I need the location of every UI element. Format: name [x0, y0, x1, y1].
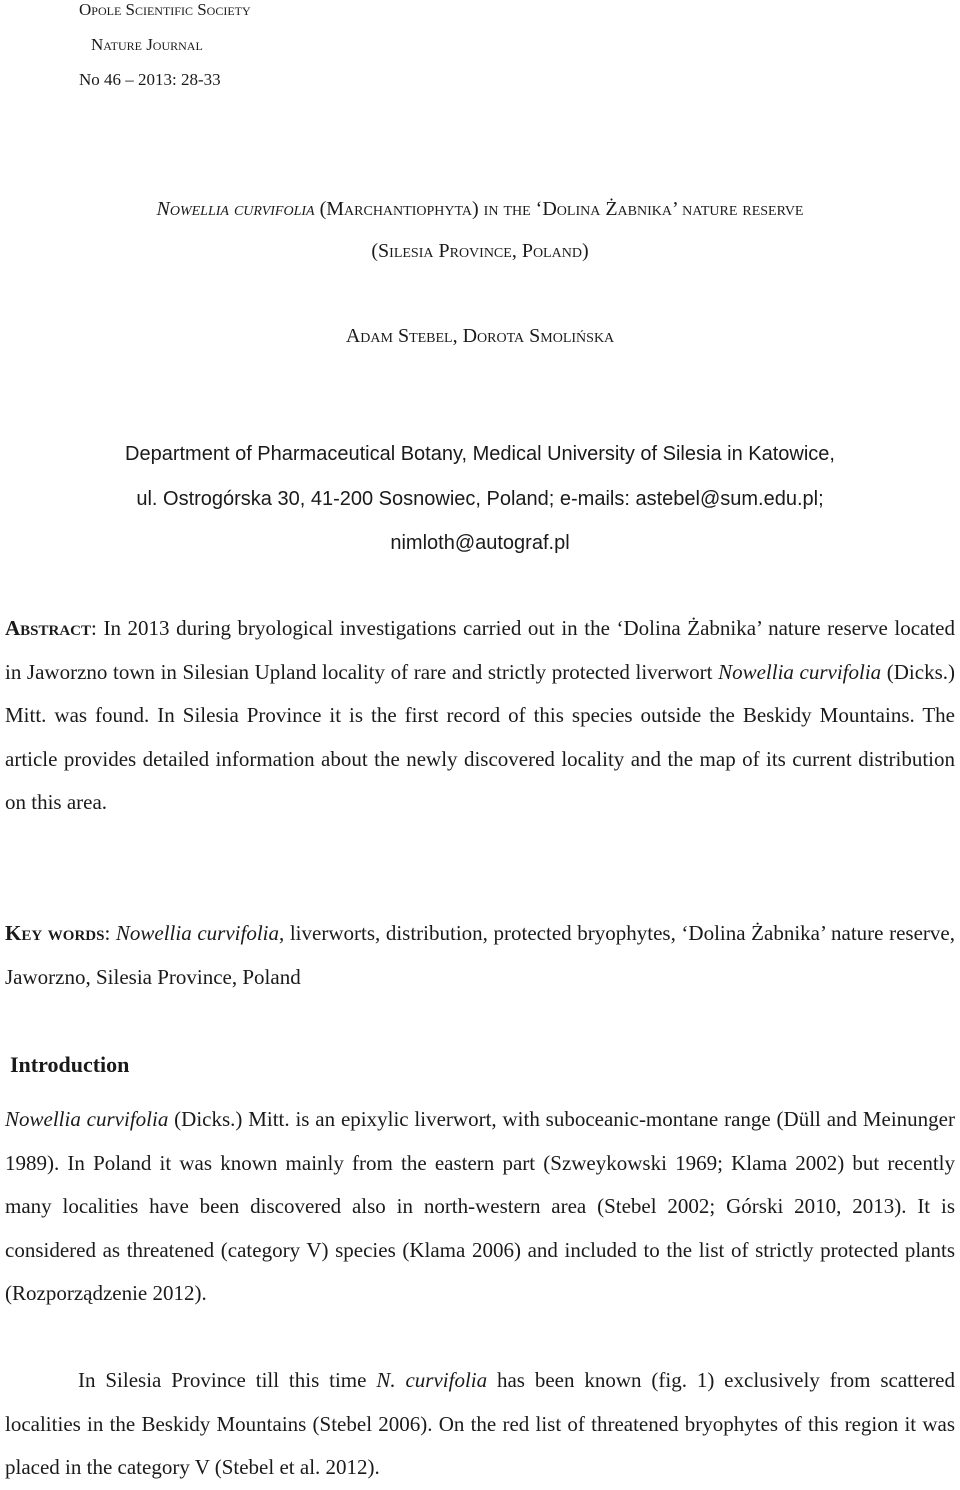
intro-p2-species: N. curvifolia [376, 1368, 488, 1392]
intro-p2-a: In Silesia Province till this time [78, 1368, 377, 1392]
abstract-label: Abstract [5, 616, 92, 640]
journal-name: Nature Journal [91, 35, 203, 54]
authors: Adam Stebel, Dorota Smolińska [345, 325, 615, 347]
keywords-text: , liverworts, distribution, protected bryophytes, ‘Dolina Żabnika’ nature reserve, Jaworzno, Silesia Province, Poland [5, 921, 955, 989]
affiliation-line3: nimloth@autograf.pl [390, 532, 570, 554]
title-line1-rest: (Marchantiophyta) in the ‘Dolina Żabnika’ nature reserve [314, 198, 804, 220]
introduction-paragraph-1 [5, 1098, 955, 1316]
title-species: Nowellia curvifolia [156, 198, 315, 220]
introduction-heading: Introduction [10, 1052, 130, 1077]
intro-species: Nowellia curvifolia [5, 1107, 169, 1131]
journal-issue: No 46 – 2013: 28-33 [79, 70, 221, 89]
introduction-paragraph-2 [5, 1359, 955, 1490]
keywords-species: Nowellia curvifolia [115, 921, 279, 945]
keywords-colon: : [104, 921, 116, 945]
article-title-line1 [5, 196, 955, 222]
affiliation-line2: ul. Ostrogórska 30, 41-200 Sosnowiec, Poland; e-mails: astebel@sum.edu.pl; [136, 488, 824, 510]
abstract-species: Nowellia curvifolia [718, 659, 882, 684]
abstract [5, 607, 955, 825]
intro-p2-b: has been known (fig. 1) exclusively from scattered localities in the Beskidy Mountains (Stebel 2006). On the red list of threatened bryophytes of this region it was placed in the category V (Stebel et al. 2012). [5, 1368, 955, 1479]
intro-p1-text: (Dicks.) Mitt. is an epixylic liverwort, with suboceanic-montane range (Düll and Meinunger 1989). In Poland it was known mainly from the eastern part (Szweykowski 1969; Klama 2002) but recently many localities have been discovered also in north-western area (Stebel 2002; Górski 2010, 2013). It is considered as threatened (category V) species (Klama 2006) and included to the list of strictly protected plants (Rozporządzenie 2012). [5, 1107, 955, 1305]
abstract-text-1: : In 2013 during bryological investigations carried out in the ‘Dolina Żabnika’ nature reserve located in Jaworzno town in Silesian Upland locality of rare and strictly protected liverwort [5, 616, 955, 684]
keywords [5, 912, 955, 999]
abstract-text-2: (Dicks.) Mitt. was found. In Silesia Province it is the first record of this species outside the Beskidy Mountains. The article provides detailed information about the newly discovered locality and the map of its current distribution on this area. [5, 659, 955, 814]
affiliation-line1: Department of Pharmaceutical Botany, Medical University of Silesia in Katowice, [125, 443, 835, 465]
journal-society: Opole Scientific Society [79, 0, 251, 19]
keywords-label: Key words [5, 921, 105, 945]
article-title-line2: (Silesia Province, Poland) [371, 240, 589, 262]
